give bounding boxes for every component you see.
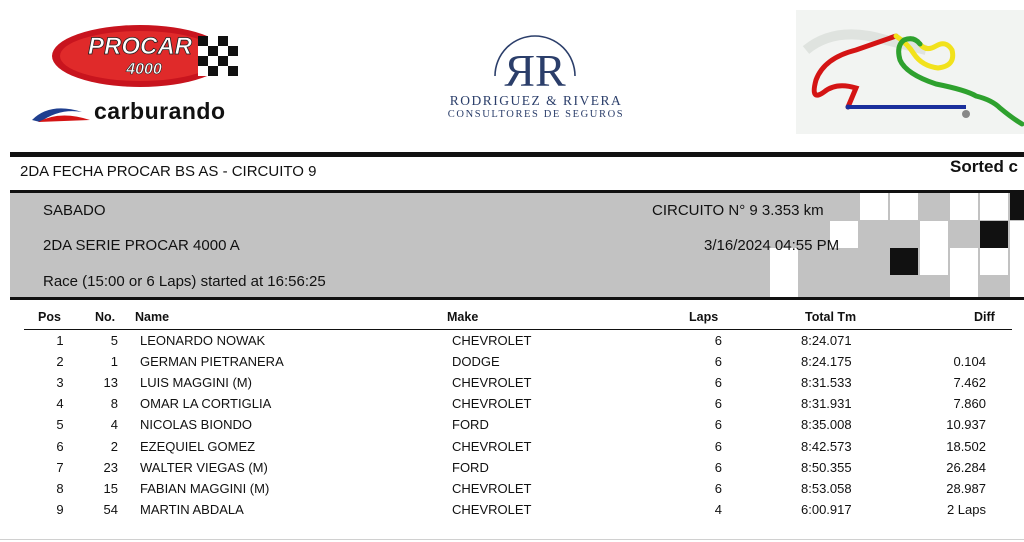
cell-laps: 6 bbox=[714, 354, 722, 370]
cell-diff: 10.937 bbox=[946, 417, 986, 433]
cell-name: LUIS MAGGINI (M) bbox=[140, 375, 252, 391]
col-header-total-time: Total Tm bbox=[805, 310, 857, 324]
cell-make: FORD bbox=[452, 459, 489, 475]
cell-laps: 4 bbox=[714, 501, 722, 517]
cell-diff: 18.502 bbox=[946, 438, 986, 454]
col-header-diff: Diff bbox=[974, 310, 995, 324]
race-day: SABADO bbox=[43, 202, 106, 219]
cell-total: 8:42.573 bbox=[801, 438, 852, 454]
rr-company-subtitle: CONSULTORES DE SEGUROS bbox=[447, 109, 625, 120]
cell-total: 8:31.931 bbox=[801, 396, 852, 412]
carburando-logo-text: carburando bbox=[94, 98, 226, 124]
cell-no: 8 bbox=[110, 396, 118, 412]
cell-laps: 6 bbox=[714, 438, 722, 454]
cell-no: 4 bbox=[110, 417, 118, 433]
cell-make: CHEVROLET bbox=[452, 396, 532, 412]
cell-name: EZEQUIEL GOMEZ bbox=[140, 438, 256, 454]
cell-no: 15 bbox=[103, 480, 118, 496]
cell-diff: 0.104 bbox=[953, 354, 986, 370]
cell-laps: 6 bbox=[714, 417, 722, 433]
title-top-rule bbox=[10, 152, 1024, 157]
cell-name: MARTIN ABDALA bbox=[140, 501, 244, 517]
circuit-info: CIRCUITO N° 9 3.353 km bbox=[652, 202, 824, 219]
col-header-name: Name bbox=[135, 310, 170, 324]
sorted-label: Sorted c bbox=[950, 157, 1019, 176]
cell-pos: 4 bbox=[56, 396, 64, 412]
cell-no: 23 bbox=[103, 459, 118, 475]
col-header-pos: Pos bbox=[38, 310, 61, 324]
cell-total: 6:00.917 bbox=[801, 501, 852, 517]
cell-pos: 9 bbox=[56, 501, 64, 517]
cell-diff: 7.860 bbox=[953, 396, 986, 412]
col-header-no: No. bbox=[95, 310, 116, 324]
cell-total: 8:24.071 bbox=[801, 333, 852, 348]
cell-name: FABIAN MAGGINI (M) bbox=[140, 480, 270, 496]
cell-make: CHEVROLET bbox=[452, 501, 532, 517]
cell-laps: 6 bbox=[714, 480, 722, 496]
cell-no: 2 bbox=[110, 438, 118, 454]
race-datetime: 3/16/2024 04:55 PM bbox=[704, 237, 840, 254]
cell-make: CHEVROLET bbox=[452, 375, 532, 391]
cell-name: LEONARDO NOWAK bbox=[140, 333, 266, 348]
col-header-make: Make bbox=[447, 310, 479, 324]
cell-pos: 1 bbox=[56, 333, 64, 348]
cell-make: CHEVROLET bbox=[452, 480, 532, 496]
svg-text:4000: 4000 bbox=[126, 61, 162, 78]
cell-total: 8:24.175 bbox=[801, 354, 852, 370]
cell-make: CHEVROLET bbox=[452, 438, 532, 454]
cell-diff: 26.284 bbox=[946, 459, 986, 475]
cell-laps: 6 bbox=[714, 396, 722, 412]
cell-diff: 2 Laps bbox=[946, 501, 986, 517]
race-info-panel bbox=[10, 190, 1024, 300]
cell-no: 1 bbox=[110, 354, 118, 370]
cell-pos: 6 bbox=[56, 438, 64, 454]
rr-company-name: RODRIGUEZ & RIVERA bbox=[449, 93, 623, 108]
table-header-rule bbox=[24, 329, 1012, 330]
svg-text:PROCAR: PROCAR bbox=[87, 33, 193, 60]
cell-make: FORD bbox=[452, 417, 489, 433]
cell-laps: 6 bbox=[714, 333, 722, 348]
page-bottom-rule bbox=[0, 539, 1024, 540]
cell-laps: 6 bbox=[714, 459, 722, 475]
cell-name: NICOLAS BIONDO bbox=[140, 417, 252, 433]
cell-pos: 5 bbox=[56, 417, 64, 433]
cell-total: 8:31.533 bbox=[801, 375, 852, 391]
cell-pos: 3 bbox=[56, 375, 64, 391]
cell-laps: 6 bbox=[714, 375, 722, 391]
cell-pos: 2 bbox=[56, 354, 64, 370]
cell-make: CHEVROLET bbox=[452, 333, 532, 348]
cell-diff: 7.462 bbox=[953, 375, 986, 391]
cell-no: 13 bbox=[103, 375, 118, 391]
event-title: 2DA FECHA PROCAR BS AS - CIRCUITO 9 bbox=[20, 163, 317, 180]
cell-name: GERMAN PIETRANERA bbox=[140, 354, 284, 370]
cell-total: 8:50.355 bbox=[801, 459, 852, 475]
race-start-info: Race (15:00 or 6 Laps) started at 16:56:25 bbox=[43, 273, 326, 290]
cell-diff: 28.987 bbox=[946, 480, 986, 496]
series-name: 2DA SERIE PROCAR 4000 A bbox=[43, 237, 240, 254]
cell-make: DODGE bbox=[452, 354, 500, 370]
cell-pos: 7 bbox=[56, 459, 64, 475]
svg-text:ЯR: ЯR bbox=[504, 45, 566, 96]
procar-4000-logo bbox=[48, 22, 244, 90]
cell-no: 5 bbox=[110, 333, 118, 348]
cell-name: WALTER VIEGAS (M) bbox=[140, 459, 268, 475]
col-header-laps: Laps bbox=[689, 310, 719, 324]
cell-total: 8:53.058 bbox=[801, 480, 852, 496]
cell-total: 8:35.008 bbox=[801, 417, 852, 433]
cell-name: OMAR LA CORTIGLIA bbox=[140, 396, 272, 412]
circuit-map-image bbox=[796, 10, 1024, 134]
cell-no: 54 bbox=[103, 501, 118, 517]
cell-pos: 8 bbox=[56, 480, 64, 496]
